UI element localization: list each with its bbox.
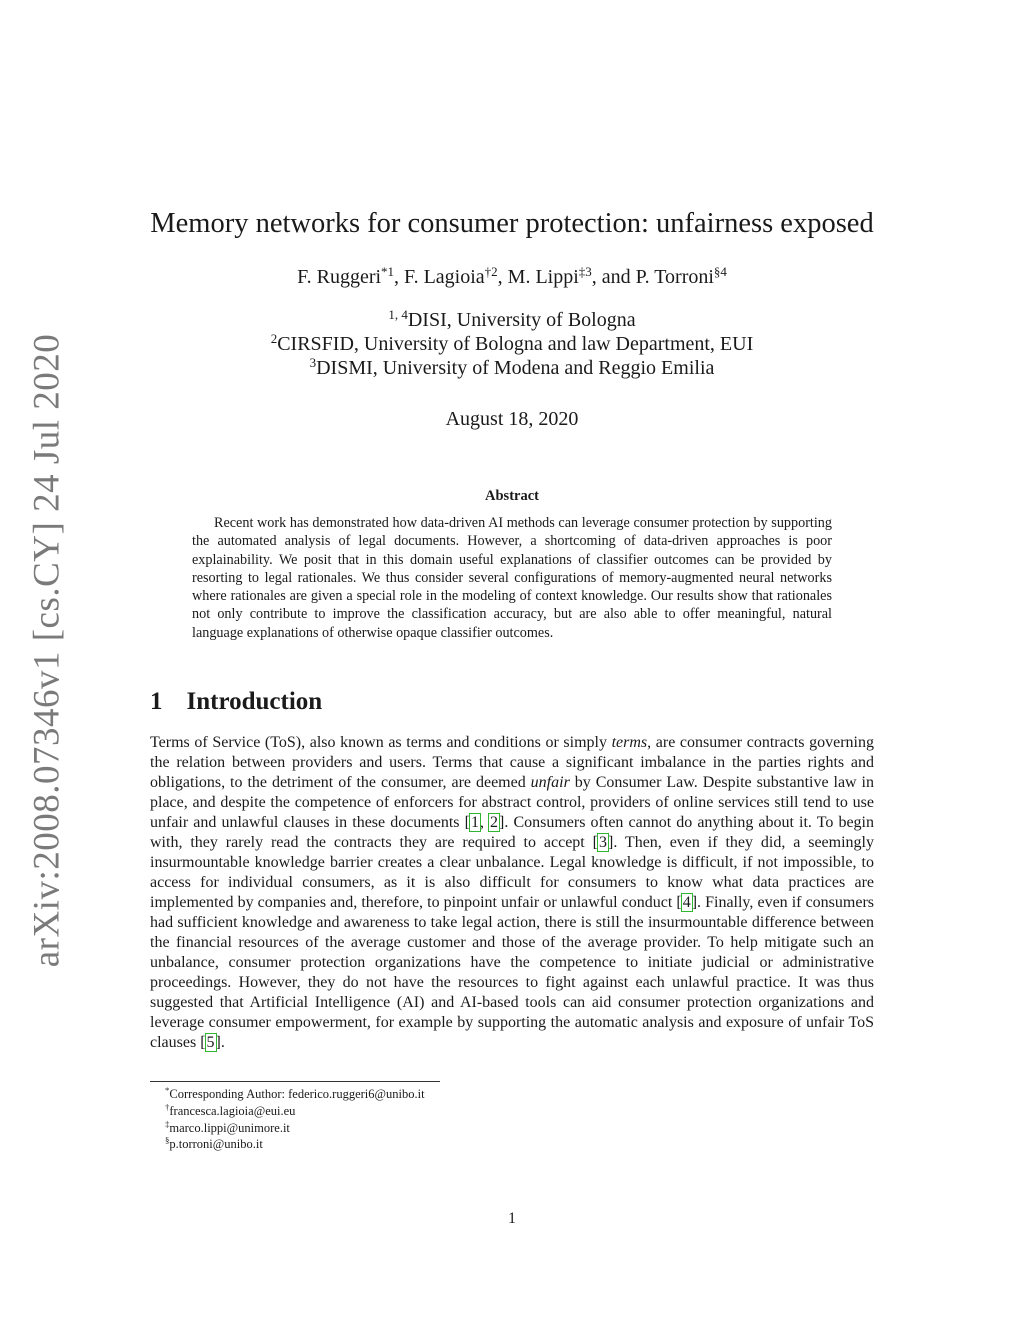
affiliation-line: $^{1, 4}$DISI, University of Bologna — [388, 306, 636, 331]
section-number: 1 — [150, 688, 163, 715]
introduction-paragraph: Terms of Service (ToS), also known as terms and conditions or simply terms, are consumer contracts governing the relation between providers and users. Terms that cause a significant imbalance in the parties rights and obligations, to the detriment of the consumer, are deemed unfair by Consumer Law. Despite substantive law in place, and despite the competence of enforcers for abstract control, providers of online services still tend to use unfair and unlawful clauses in these documents [1, 2]. Consumers often cannot do anything about it. To begin with, they rarely read the contracts they are required to accept [3]. Then, even if they did, a seemingly insurmountable knowledge barrier creates a clear unbalance. Legal knowledge is difficult, if not impossible, to access for individual consumers, as it is also difficult for consumers to know what data practices are implemented by companies and, therefore, to pinpoint unfair or unlawful conduct [4]. Finally, even if consumers had sufficient knowledge and awareness to take legal action, there is still the insurmountable difference between the financial resources of the average customer and those of the average provider. To help mitigate such an unbalance, consumer protection organizations have the competence to initiate judicial or administrative proceedings. However, they do not have the resources to fight against each unlawful practice. It was thus suggested that Artificial Intelligence (AI) and AI-based tools can aid consumer protection organizations and leverage consumer empowerment, for example by supporting the automatic analysis and exposure of unfair ToS clauses [5]. — [150, 734, 875, 1051]
footnote: §p.torroni@unibo.it — [165, 1135, 263, 1152]
author-mark: *1 — [381, 263, 395, 279]
author-mark: †2 — [484, 263, 498, 279]
author-name: M. Lippi — [507, 266, 579, 288]
footnote: †francesca.lagioia@eui.eu — [165, 1101, 296, 1118]
footnote: ‡marco.lippi@unimore.it — [165, 1118, 290, 1135]
section-heading — [150, 688, 322, 716]
paper-date: August 18, 2020 — [445, 408, 579, 430]
citation-link[interactable]: 2 — [490, 814, 499, 831]
arxiv-side-stamp — [18, 333, 76, 967]
footnote: *Corresponding Author: federico.ruggeri6@unibo.it — [165, 1085, 425, 1101]
footnote-list — [165, 1086, 425, 1153]
arxiv-identifier: arXiv:2008.07346v1 [cs.CY] 24 Jul 2020 — [26, 333, 68, 967]
citation-link[interactable]: 5 — [206, 1034, 215, 1051]
abstract-text: Recent work has demonstrated how data-driven AI methods can leverage consumer protection by supporting the automated analysis of legal documents. However, a shortcoming of data-driven approaches is poor explainability. We posit that in this domain useful explanations of classifier outcomes can be provided by resorting to legal rationales. We thus consider several configurations of memory-augmented neural networks where rationales are given a special role in the modeling of context knowledge. Our results show that rationales not only contribute to improve the classification accuracy, but are also able to offer meaningful, natural language explanations of otherwise opaque classifier outcomes. — [192, 515, 832, 641]
affiliation-list — [150, 308, 874, 380]
footnote-divider — [150, 1081, 440, 1082]
section-title: Introduction — [186, 688, 323, 715]
page-number: 1 — [508, 1210, 516, 1227]
author-mark: ‡3 — [578, 263, 592, 279]
citation-link[interactable]: 1 — [470, 814, 479, 831]
author-list: F. Ruggeri$^{*1}$, F. Lagioia$^{\dagger 2}$, M. Lippi$^{\ddagger 3}$, and P. Torroni$^{\S 4}$ — [297, 263, 727, 288]
author-name: F. Ruggeri — [297, 266, 382, 288]
paper-title: Memory networks for consumer protection: unfairness exposed — [150, 208, 874, 239]
author-mark: §4 — [713, 263, 727, 279]
abstract-heading: Abstract — [485, 488, 539, 504]
citation-link[interactable]: 4 — [682, 894, 691, 911]
affiliation-line: $^2$CIRSFID, University of Bologna and law Department, EUI — [270, 330, 754, 355]
affiliation-line: $^3$DISMI, University of Modena and Reggio Emilia — [309, 354, 715, 379]
author-name: F. Lagioia — [404, 266, 485, 288]
author-name: P. Torroni — [635, 266, 714, 288]
citation-link[interactable]: 3 — [598, 834, 607, 851]
